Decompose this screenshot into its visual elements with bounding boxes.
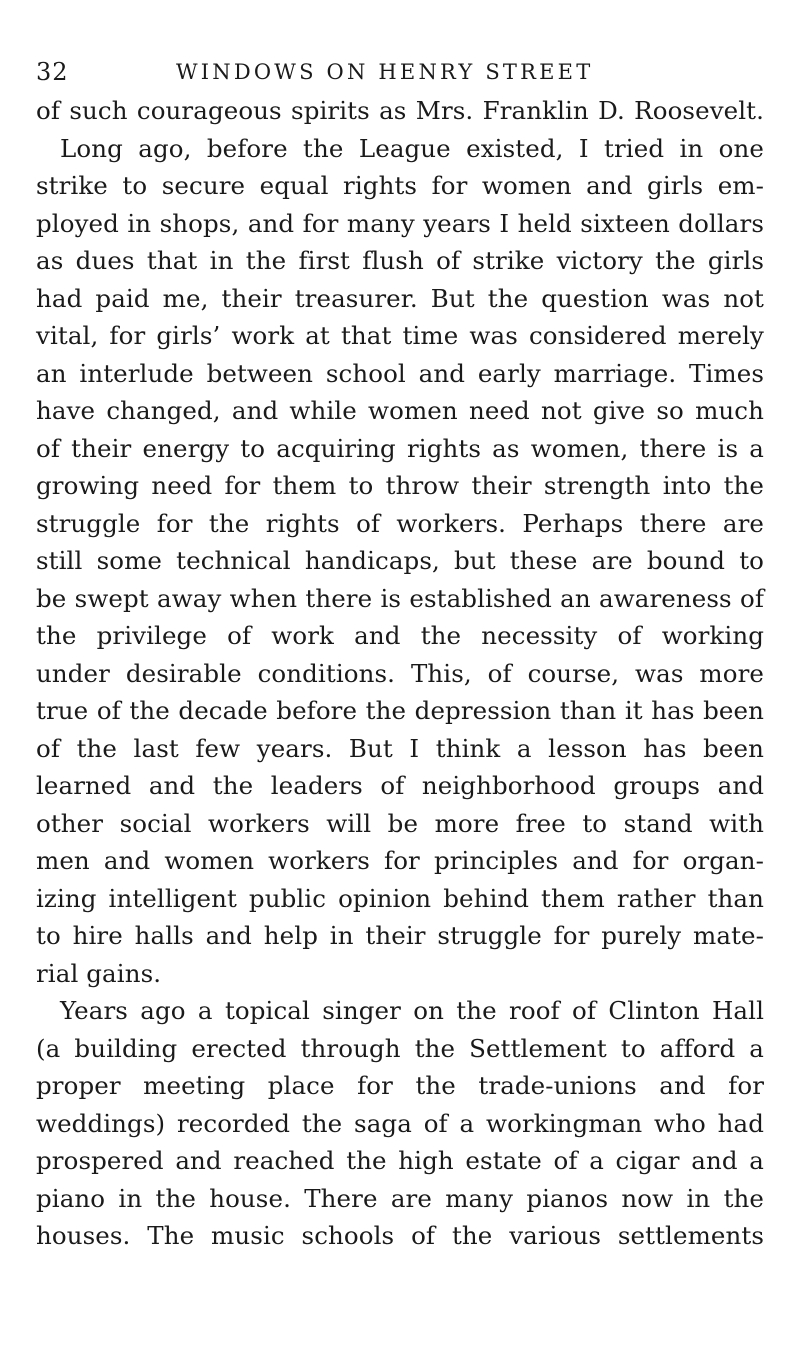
text-line: rial gains. xyxy=(36,958,162,988)
text-line: houses. The music schools of the various settlements xyxy=(36,1221,764,1250)
running-title: WINDOWS ON HENRY STREET xyxy=(176,60,594,84)
text-line: strike to secure equal rights for women and girls em- xyxy=(36,171,764,200)
running-head xyxy=(36,52,760,92)
text-line: of the last few years. But I think a lesson has been xyxy=(36,733,764,763)
text-line: men and women workers for principles and for organ- xyxy=(36,846,764,875)
text-line: learned and the leaders of neighborhood groups and xyxy=(36,771,764,800)
text-line: under desirable conditions. This, of course, was more xyxy=(36,658,764,688)
page-number: 32 xyxy=(36,58,69,86)
text-line: other social workers will be more free to stand with xyxy=(36,808,764,838)
text-line: ployed in shops, and for many years I held sixteen dollars xyxy=(36,208,764,238)
text-line: proper meeting place for the trade-unions and for xyxy=(36,1071,764,1100)
text-line: Years ago a topical singer on the roof of Clinton Hall xyxy=(60,996,764,1025)
text-line: the privilege of work and the necessity of working xyxy=(36,621,764,650)
text-line: piano in the house. There are many pianos now in the xyxy=(36,1183,764,1213)
text-line: of their energy to acquiring rights as women, there is a xyxy=(36,433,764,463)
text-line: have changed, and while women need not give so much xyxy=(36,396,764,425)
text-line: of such courageous spirits as Mrs. Franklin D. Roosevelt. xyxy=(36,96,764,125)
text-line: weddings) recorded the saga of a workingman who had xyxy=(36,1108,764,1138)
body-text xyxy=(36,92,764,1255)
text-line: had paid me, their treasurer. But the question was not xyxy=(36,283,764,313)
text-line: (a building erected through the Settlement to afford a xyxy=(36,1033,764,1063)
text-line: still some technical handicaps, but these are bound to xyxy=(36,546,764,575)
text-line: Long ago, before the League existed, I tried in one xyxy=(60,133,764,163)
text-line: as dues that in the first flush of strike victory the girls xyxy=(36,246,764,275)
text-line: prospered and reached the high estate of a cigar and a xyxy=(36,1146,764,1175)
text-line: izing intelligent public opinion behind them rather than xyxy=(36,883,764,913)
text-line: struggle for the rights of workers. Perhaps there are xyxy=(36,508,764,538)
text-line: growing need for them to throw their strength into the xyxy=(36,471,764,500)
text-line: be swept away when there is established an awareness of xyxy=(36,583,764,613)
text-line: true of the decade before the depression than it has been xyxy=(36,696,764,725)
text-line: vital, for girls’ work at that time was considered merely xyxy=(36,321,764,350)
text-line: to hire halls and help in their struggle for purely mate- xyxy=(36,921,764,950)
text-line: an interlude between school and early marriage. Times xyxy=(36,358,764,388)
